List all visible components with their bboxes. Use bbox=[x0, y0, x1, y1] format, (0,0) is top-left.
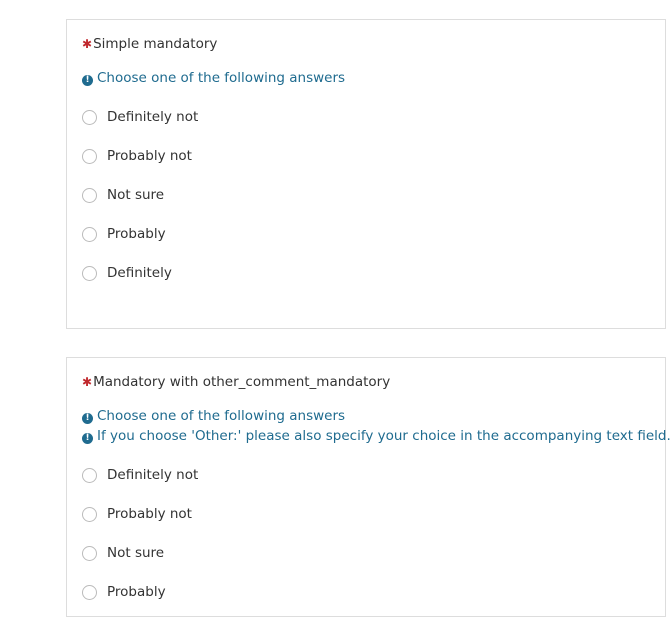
radio-option-label[interactable]: Not sure bbox=[107, 187, 165, 203]
radio-button[interactable] bbox=[82, 266, 97, 281]
question-simple-mandatory bbox=[66, 19, 666, 329]
radio-option-label[interactable]: Definitely bbox=[107, 265, 172, 281]
help-text-label: If you choose 'Other:' please also specify your choice in the accompanying text field. bbox=[97, 428, 671, 444]
radio-option-label[interactable]: Probably bbox=[107, 226, 166, 242]
exclamation-circle-icon: ! bbox=[82, 413, 93, 424]
required-asterisk-icon: ✱ bbox=[82, 375, 93, 389]
radio-button[interactable] bbox=[82, 507, 97, 522]
radio-option-label[interactable]: Not sure bbox=[107, 545, 165, 561]
help-text bbox=[82, 408, 345, 424]
radio-option-label[interactable]: Definitely not bbox=[107, 467, 199, 483]
question-title bbox=[82, 374, 390, 390]
radio-button[interactable] bbox=[82, 110, 97, 125]
radio-button[interactable] bbox=[82, 149, 97, 164]
question-mandatory-other-comment bbox=[66, 357, 671, 617]
radio-button[interactable] bbox=[82, 188, 97, 203]
exclamation-circle-icon: ! bbox=[82, 433, 93, 444]
required-asterisk-icon: ✱ bbox=[82, 37, 93, 51]
help-text-label: Choose one of the following answers bbox=[97, 70, 346, 86]
radio-option-label[interactable]: Probably not bbox=[107, 148, 192, 164]
question-title bbox=[82, 36, 217, 52]
radio-option-label[interactable]: Probably bbox=[107, 584, 166, 600]
radio-button[interactable] bbox=[82, 585, 97, 600]
radio-button[interactable] bbox=[82, 468, 97, 483]
question-title-text: Mandatory with other_comment_mandatory bbox=[93, 374, 391, 390]
question-title-text: Simple mandatory bbox=[93, 36, 218, 52]
exclamation-circle-icon: ! bbox=[82, 75, 93, 86]
radio-button[interactable] bbox=[82, 546, 97, 561]
help-text-label: Choose one of the following answers bbox=[97, 408, 346, 424]
help-text bbox=[82, 70, 345, 86]
radio-option-label[interactable]: Definitely not bbox=[107, 109, 199, 125]
help-text-other bbox=[82, 428, 671, 444]
radio-option-label[interactable]: Probably not bbox=[107, 506, 192, 522]
radio-button[interactable] bbox=[82, 227, 97, 242]
